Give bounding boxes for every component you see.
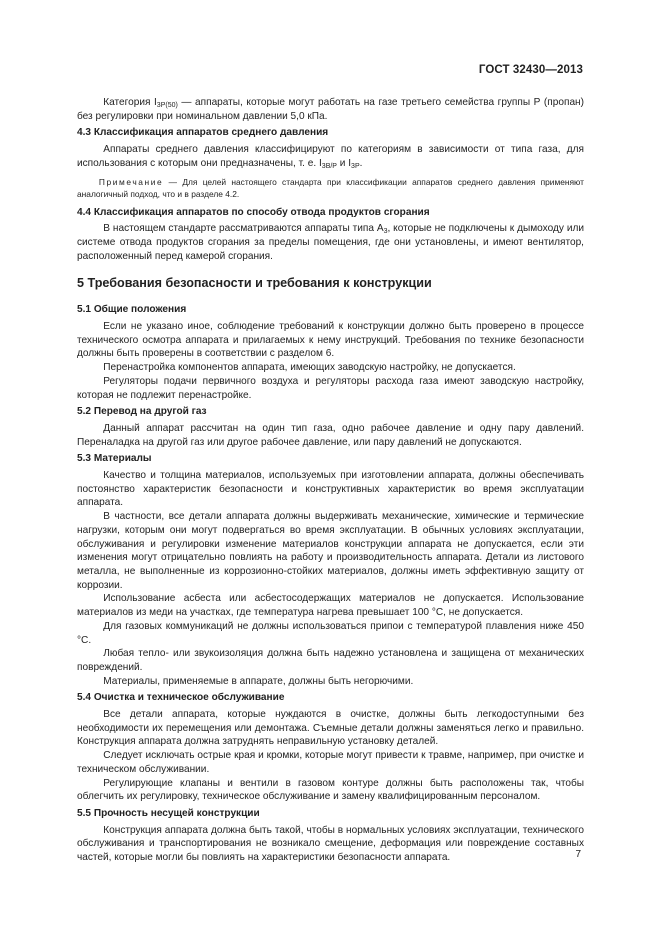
section-5-1-para: Если не указано иное, соблюдение требований к конструкции должно быть проверено в процессе технического осмотра аппарата и прилагаемых к нему инструкций. Требования по технике безопасности должны быть проверены в соответствии с разделом 6. [77, 321, 584, 360]
section-5-3-para: Качество и толщина материалов, используемых при изготовлении аппарата, должны обеспечивать постоянство характеристик безопасности и конструктивных характеристик во время эксплуатации аппарата. [77, 470, 584, 509]
section-5-2-heading: 5.2 Перевод на другой газ [77, 406, 207, 418]
section-5-4-para: Все детали аппарата, которые нуждаются в очистке, должны быть легкодоступными без необходимости их перемещения или демонтажа. Съемные детали должны заменяться легко и правильно. Конструкция аппарата должна затруднять неправильную установку деталей. [77, 709, 584, 748]
standard-number: ГОСТ 32430—2013 [478, 64, 583, 76]
section-5-heading: 5 Требования безопасности и требования к конструкции [77, 276, 432, 291]
note [77, 176, 584, 200]
section-4-4-heading: 4.4 Классификация аппаратов по способу отвода продуктов сгорания [77, 206, 430, 218]
section-5-2-para: Данный аппарат рассчитан на один тип газа, одно рабочее давление и одну пару давлений. Переналадка на другой газ или другое рабочее давление, или пару давлений не допускаются. [77, 422, 584, 448]
section-5-5-heading: 5.5 Прочность несущей конструкции [77, 807, 260, 819]
section-4-3-text: Аппараты среднего давления классифицируют по категориям в зависимости от типа газа, для использования с которым они предназначены, т. е. $I_{3B/P}$ и $I_{3P}$. [77, 144, 584, 170]
section-5-1-para: Регуляторы подачи первичного воздуха и регуляторы расхода газа имеют заводскую настройку, которая не подлежит перенастройке. [77, 375, 584, 401]
section-5-3-para: Использование асбеста или асбестосодержащих материалов не допускается. Использование материалов из меди на участках, где температура нагрева превышает 100 °С, не допускается. [77, 593, 584, 619]
section-4-3-heading: 4.3 Классификация аппаратов среднего давления [77, 127, 329, 139]
section-5-4-para: Регулирующие клапаны и вентили в газовом контуре должны быть расположены так, чтобы облегчить их регулировку, техническое обслуживание и замену квалифицированным персоналом. [77, 777, 584, 803]
note-label: Примечание [98, 176, 164, 187]
section-5-4-para: Следует исключать острые края и кромки, которые могут привести к травме, например, при очистке и техническом обслуживании. [77, 750, 584, 775]
page-number: 7 [575, 849, 581, 860]
note-text: — Для целей настоящего стандарта при классификации аппаратов среднего давления применяют аналогичный подход, что и в разделе 4.2. [77, 176, 584, 199]
section-5-3-para: Материалы, применяемые в аппарате, должны быть негорючими. [103, 675, 414, 687]
category-paragraph: Категория $I_{3P(50)}$ — аппараты, которые могут работать на газе третьего семейства группы Р (пропан) без регулировки при номинальном давлении 5,0 кПа. [77, 97, 584, 122]
section-5-1-para: Перенастройка компонентов аппарата, имеющих заводскую настройку, не допускается. [103, 362, 516, 374]
section-5-3-para: Любая тепло- или звукоизоляция должна быть надежно установлена и защищена от механических повреждений. [77, 648, 584, 673]
section-4-4-text: В настоящем стандарте рассматриваются аппараты типа $А_3$, которые не подключены к дымоходу или системе отвода продуктов сгорания за пределы помещения, где они установлены, и имеют вентилятор, расположенный перед камерой сгорания. [77, 223, 584, 262]
section-5-3-para: В частности, все детали аппарата должны выдерживать механические, химические и термические нагрузки, которым они могут подвергаться во время эксплуатации. В обычных условиях эксплуатации, обслуживания и регулировки изменение материалов конструкции аппарата не допускается, если эти изменения могут отрицательно повлиять на работу и производительность аппарата. Детали из листового металла, не выполненные из коррозионно-стойких материалов, должны иметь эффективную защиту от коррозии. [77, 511, 584, 591]
section-5-3-heading: 5.3 Материалы [77, 453, 152, 465]
section-5-4-heading: 5.4 Очистка и техническое обслуживание [77, 692, 285, 704]
section-5-1-heading: 5.1 Общие положения [77, 304, 187, 316]
page-body [77, 96, 584, 865]
section-5-5-para: Конструкция аппарата должна быть такой, чтобы в нормальных условиях эксплуатации, технического обслуживания и транспортирования не возникало смещение, деформация или повреждение составных частей, которые могли бы повлиять на характеристики безопасности аппарата. [77, 824, 584, 864]
section-5-3-para: Для газовых коммуникаций не должны использоваться припои с температурой плавления ниже 450 °С. [77, 620, 584, 646]
